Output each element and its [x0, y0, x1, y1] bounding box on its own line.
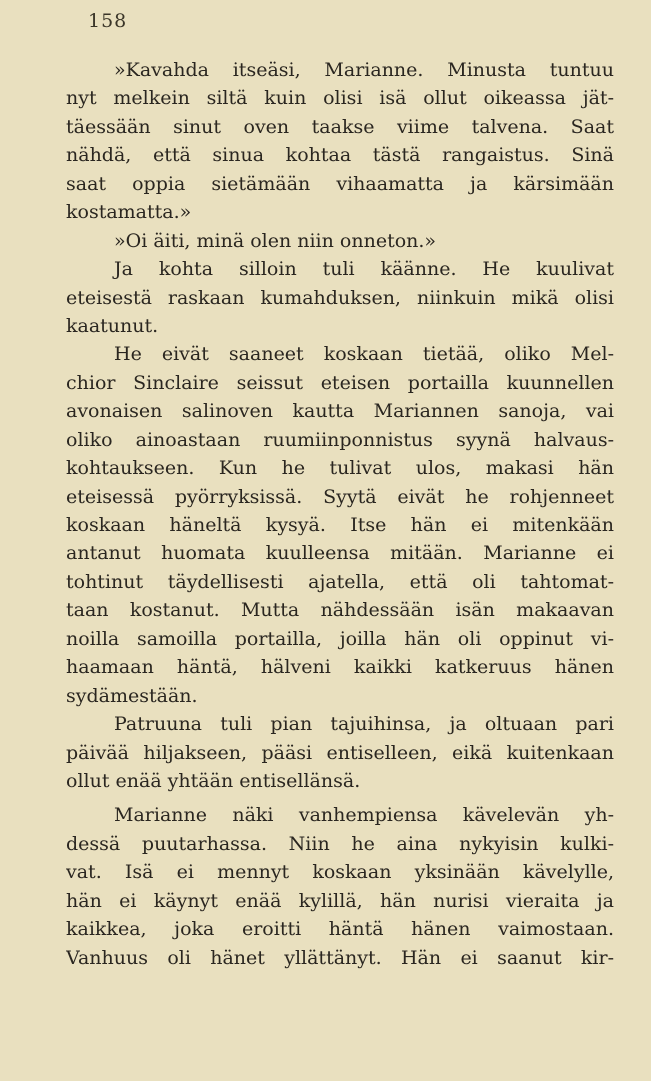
- text-line: dessä puutarhassa. Niin he aina nykyisin kulki-: [66, 832, 614, 855]
- text-line: kaatunut.: [66, 314, 159, 337]
- text-line: oliko ainoastaan ruumiinponnistus syynä halvaus-: [66, 428, 614, 451]
- text-line: »Oi äiti, minä olen niin onneton.»: [114, 229, 437, 252]
- text-line: kohtaukseen. Kun he tulivat ulos, makasi hän: [66, 457, 614, 480]
- text-line: He eivät saaneet koskaan tietää, oliko Mel-: [114, 343, 614, 366]
- body-text: [66, 56, 614, 972]
- text-line: nähdä, että sinua kohtaa tästä rangaistus. Sinä: [66, 144, 614, 167]
- text-line: nyt melkein siltä kuin olisi isä ollut oikeassa jät-: [66, 87, 614, 110]
- text-line: eteisessä pyörryksissä. Syytä eivät he rohjenneet: [66, 485, 614, 508]
- text-line: koskaan häneltä kysyä. Itse hän ei mitenkään: [66, 514, 614, 536]
- text-line: kostamatta.»: [66, 201, 192, 224]
- text-line: päivää hiljakseen, pääsi entiselleen, eikä kuitenkaan: [66, 741, 614, 764]
- text-line: täessään sinut oven taakse viime talvena. Saat: [66, 115, 614, 138]
- text-line: antanut huomata kuulleensa mitään. Marianne ei: [66, 542, 614, 565]
- text-line: saat oppia sietämään vihaamatta ja kärsimään: [66, 172, 614, 195]
- text-line: ollut enää yhtään entisellänsä.: [66, 769, 361, 792]
- text-line: Marianne näki vanhempiensa kävelevän yh-: [114, 804, 614, 827]
- text-line: tohtinut täydellisesti ajatella, että oli tahtomat-: [66, 570, 614, 593]
- text-line: sydämestään.: [66, 684, 198, 707]
- text-line: chior Sinclaire seissut eteisen portailla kuunnellen: [66, 371, 614, 394]
- text-line: haamaan häntä, hälveni kaikki katkeruus hänen: [66, 656, 614, 679]
- text-line: Vanhuus oli hänet yllättänyt. Hän ei saanut kir-: [66, 946, 614, 969]
- text-line: Ja kohta silloin tuli käänne. He kuulivat: [114, 258, 614, 281]
- text-line: eteisestä raskaan kumahduksen, niinkuin mikä olisi: [66, 286, 614, 309]
- text-line: vat. Isä ei mennyt koskaan yksinään kävelylle,: [66, 861, 614, 884]
- text-line: noilla samoilla portailla, joilla hän oli oppinut vi-: [66, 627, 614, 650]
- text-line: hän ei käynyt enää kylillä, hän nurisi vieraita ja: [66, 889, 614, 912]
- text-line: »Kavahda itseäsi, Marianne. Minusta tuntuu: [114, 59, 614, 81]
- text-line: Patruuna tuli pian tajuihinsa, ja oltuaan pari: [114, 713, 614, 736]
- text-line: taan kostanut. Mutta nähdessään isän makaavan: [66, 599, 614, 622]
- page-number: 158: [88, 10, 128, 32]
- text-line: avonaisen salinoven kautta Mariannen sanoja, vai: [66, 400, 614, 423]
- text-line: kaikkea, joka eroitti häntä hänen vaimostaan.: [66, 918, 614, 941]
